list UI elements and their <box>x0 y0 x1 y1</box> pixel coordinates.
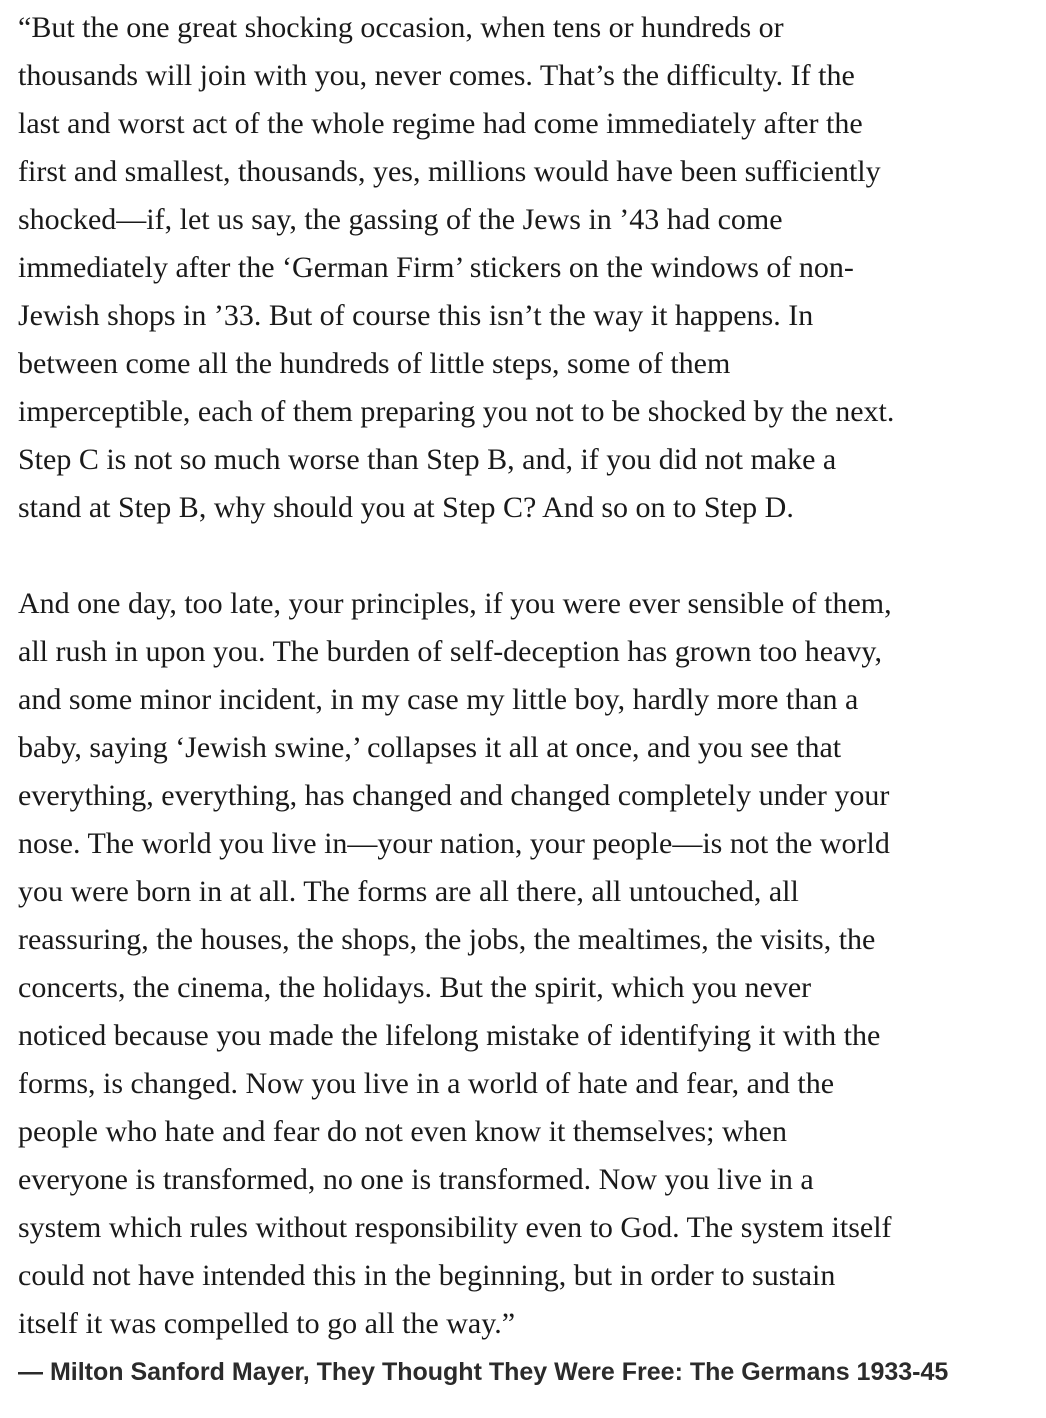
quote-line: reassuring, the houses, the shops, the jobs, the mealtimes, the visits, the <box>18 923 876 956</box>
quote-attribution: ― Milton Sanford Mayer, They Thought They Were Free: The Germans 1933-45 <box>18 1358 949 1386</box>
quote-line: immediately after the ‘German Firm’ stickers on the windows of non- <box>18 251 854 284</box>
quote-line: last and worst act of the whole regime had come immediately after the <box>18 107 863 140</box>
quote-line: stand at Step B, why should you at Step C? And so on to Step D. <box>18 491 794 524</box>
quote-line: And one day, too late, your principles, if you were ever sensible of them, <box>18 587 892 620</box>
quote-line: shocked—if, let us say, the gassing of the Jews in ’43 had come <box>18 203 783 236</box>
quote-line: imperceptible, each of them preparing you not to be shocked by the next. <box>18 395 895 428</box>
quote-line: between come all the hundreds of little steps, some of them <box>18 347 731 380</box>
quote-line: Step C is not so much worse than Step B, and, if you did not make a <box>18 443 837 476</box>
quote-line: Jewish shops in ’33. But of course this isn’t the way it happens. In <box>18 299 814 332</box>
quote-line: forms, is changed. Now you live in a world of hate and fear, and the <box>18 1067 835 1100</box>
quote-line: nose. The world you live in—your nation, your people—is not the world <box>18 827 890 860</box>
quote-paragraph-2 <box>18 580 1046 1348</box>
quote-line: could not have intended this in the beginning, but in order to sustain <box>18 1259 836 1292</box>
quote-line: thousands will join with you, never comes. That’s the difficulty. If the <box>18 59 855 92</box>
quote-line: “But the one great shocking occasion, when tens or hundreds or <box>18 11 784 44</box>
quote-line: system which rules without responsibility even to God. The system itself <box>18 1211 892 1244</box>
quote-line: first and smallest, thousands, yes, millions would have been sufficiently <box>18 155 881 188</box>
quote-line: everything, everything, has changed and changed completely under your <box>18 779 890 812</box>
quote-line: all rush in upon you. The burden of self-deception has grown too heavy, <box>18 635 882 668</box>
quote-line: baby, saying ‘Jewish swine,’ collapses it all at once, and you see that <box>18 731 842 764</box>
quote-line: you were born in at all. The forms are all there, all untouched, all <box>18 875 799 908</box>
quote-line: people who hate and fear do not even know it themselves; when <box>18 1115 787 1148</box>
quote-paragraph-1 <box>18 4 1046 532</box>
paragraph-spacer <box>18 532 1046 580</box>
quote-block <box>18 4 1046 1348</box>
quote-line: concerts, the cinema, the holidays. But the spirit, which you never <box>18 971 812 1004</box>
quote-line: itself it was compelled to go all the way.” <box>18 1307 516 1340</box>
quote-line: noticed because you made the lifelong mistake of identifying it with the <box>18 1019 881 1052</box>
quote-line: and some minor incident, in my case my little boy, hardly more than a <box>18 683 859 716</box>
quote-line: everyone is transformed, no one is transformed. Now you live in a <box>18 1163 814 1196</box>
